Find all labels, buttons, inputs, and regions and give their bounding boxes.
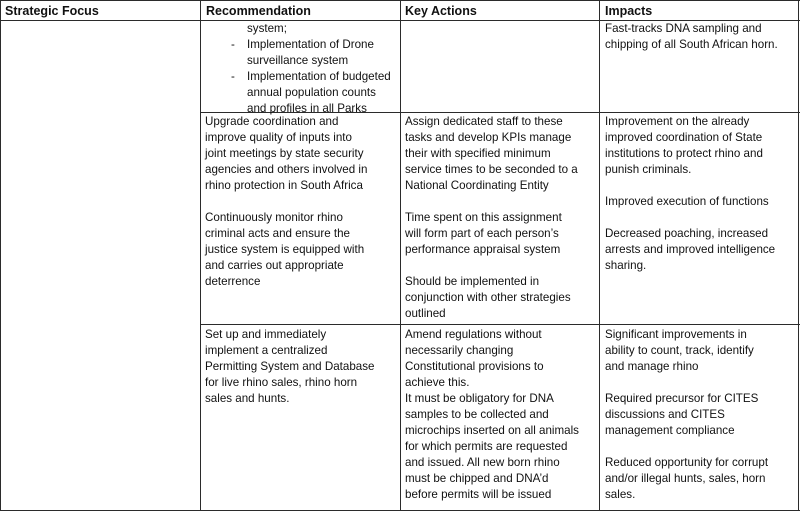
text-line: Reduced opportunity for corrupt bbox=[605, 456, 769, 469]
row2-recommendation bbox=[205, 114, 398, 290]
text-line: achieve this. bbox=[405, 376, 470, 389]
text-line: institutions to protect rhino and bbox=[605, 147, 763, 160]
text-line: outlined bbox=[405, 307, 446, 320]
row3-recommendation bbox=[205, 327, 398, 407]
text-line: improve quality of inputs into bbox=[205, 131, 352, 144]
header-key-actions: Key Actions bbox=[405, 4, 477, 18]
col-divider-2 bbox=[400, 0, 401, 511]
continued-text: system; bbox=[247, 22, 287, 35]
text-line: will form part of each person’s bbox=[405, 227, 559, 240]
text-line: their with specified minimum bbox=[405, 147, 551, 160]
text-line: Fast-tracks DNA sampling and bbox=[605, 22, 762, 35]
text-line: service times to be seconded to a bbox=[405, 163, 578, 176]
text-line: sales. bbox=[605, 488, 636, 501]
text-line: National Coordinating Entity bbox=[405, 179, 549, 192]
text-line: before permits will be issued bbox=[405, 488, 552, 501]
text-line: joint meetings by state security bbox=[205, 147, 364, 160]
text-line: arrests and improved intelligence bbox=[605, 243, 776, 256]
text-line: ability to count, track, identify bbox=[605, 344, 754, 357]
text-line: Permitting System and Database bbox=[205, 360, 375, 373]
text-line: Continuously monitor rhino bbox=[205, 211, 343, 224]
text-line: conjunction with other strategies bbox=[405, 291, 571, 304]
text-line: sales and hunts. bbox=[205, 392, 290, 405]
text-line: Implementation of Drone bbox=[247, 38, 374, 51]
header-strategic-focus: Strategic Focus bbox=[5, 4, 99, 18]
text-line: samples to be collected and bbox=[405, 408, 549, 421]
text-line: microchips inserted on all animals bbox=[405, 424, 579, 437]
text-line: tasks and develop KPIs manage bbox=[405, 131, 572, 144]
text-line: annual population counts bbox=[247, 86, 376, 99]
text-line: and manage rhino bbox=[605, 360, 699, 373]
text-line: must be chipped and DNA’d bbox=[405, 472, 549, 485]
text-line: Amend regulations without bbox=[405, 328, 542, 341]
text-line: Decreased poaching, increased bbox=[605, 227, 769, 240]
bullet-item bbox=[205, 37, 398, 69]
header-impacts: Impacts bbox=[605, 4, 653, 18]
text-line: Time spent on this assignment bbox=[405, 211, 562, 224]
row1-recommendation bbox=[205, 21, 398, 117]
text-line: management compliance bbox=[605, 424, 735, 437]
text-line: rhino protection in South Africa bbox=[205, 179, 363, 192]
header-recommendation: Recommendation bbox=[206, 4, 311, 18]
text-line: and carries out appropriate bbox=[205, 259, 344, 272]
text-line: and/or illegal hunts, sales, horn bbox=[605, 472, 766, 485]
text-line: agencies and others involved in bbox=[205, 163, 368, 176]
text-line: Implementation of budgeted bbox=[247, 70, 391, 83]
text-line: justice system is equipped with bbox=[205, 243, 365, 256]
text-line: punish criminals. bbox=[605, 163, 692, 176]
text-line: and issued. All new born rhino bbox=[405, 456, 560, 469]
col-divider-1 bbox=[200, 0, 201, 511]
bullet-item bbox=[205, 69, 398, 117]
row2-impacts bbox=[605, 114, 797, 274]
row3-key-actions bbox=[405, 327, 598, 503]
row2-key-actions bbox=[405, 114, 598, 322]
col-divider-3 bbox=[599, 0, 600, 511]
table-border-right bbox=[798, 0, 799, 511]
text-line: Required precursor for CITES bbox=[605, 392, 759, 405]
text-line: Should be implemented in bbox=[405, 275, 540, 288]
text-line: necessarily changing bbox=[405, 344, 514, 357]
text-line: Improved execution of functions bbox=[605, 195, 769, 208]
text-line: surveillance system bbox=[247, 54, 349, 67]
text-line: It must be obligatory for DNA bbox=[405, 392, 554, 405]
text-line: Set up and immediately bbox=[205, 328, 327, 341]
bullet-dash: - bbox=[231, 70, 235, 83]
text-line: improved coordination of State bbox=[605, 131, 763, 144]
text-line: chipping of all South African horn. bbox=[605, 38, 778, 51]
text-line: for which permits are requested bbox=[405, 440, 568, 453]
text-line: sharing. bbox=[605, 259, 647, 272]
text-line: for live rhino sales, rhino horn bbox=[205, 376, 358, 389]
text-line: Assign dedicated staff to these bbox=[405, 115, 563, 128]
text-line: Upgrade coordination and bbox=[205, 115, 339, 128]
text-line: Constitutional provisions to bbox=[405, 360, 544, 373]
text-line: discussions and CITES bbox=[605, 408, 725, 421]
bullet-dash: - bbox=[231, 38, 235, 51]
text-line: and profiles in all Parks bbox=[247, 102, 367, 115]
text-line: Significant improvements in bbox=[605, 328, 747, 341]
text-line: deterrence bbox=[205, 275, 261, 288]
text-line: performance appraisal system bbox=[405, 243, 561, 256]
text-line: Improvement on the already bbox=[605, 115, 750, 128]
row1-impacts bbox=[605, 21, 797, 53]
text-line: implement a centralized bbox=[205, 344, 328, 357]
table-border-left bbox=[0, 0, 1, 511]
text-line: criminal acts and ensure the bbox=[205, 227, 350, 240]
row3-impacts bbox=[605, 327, 797, 503]
row2-divider bbox=[200, 324, 800, 325]
